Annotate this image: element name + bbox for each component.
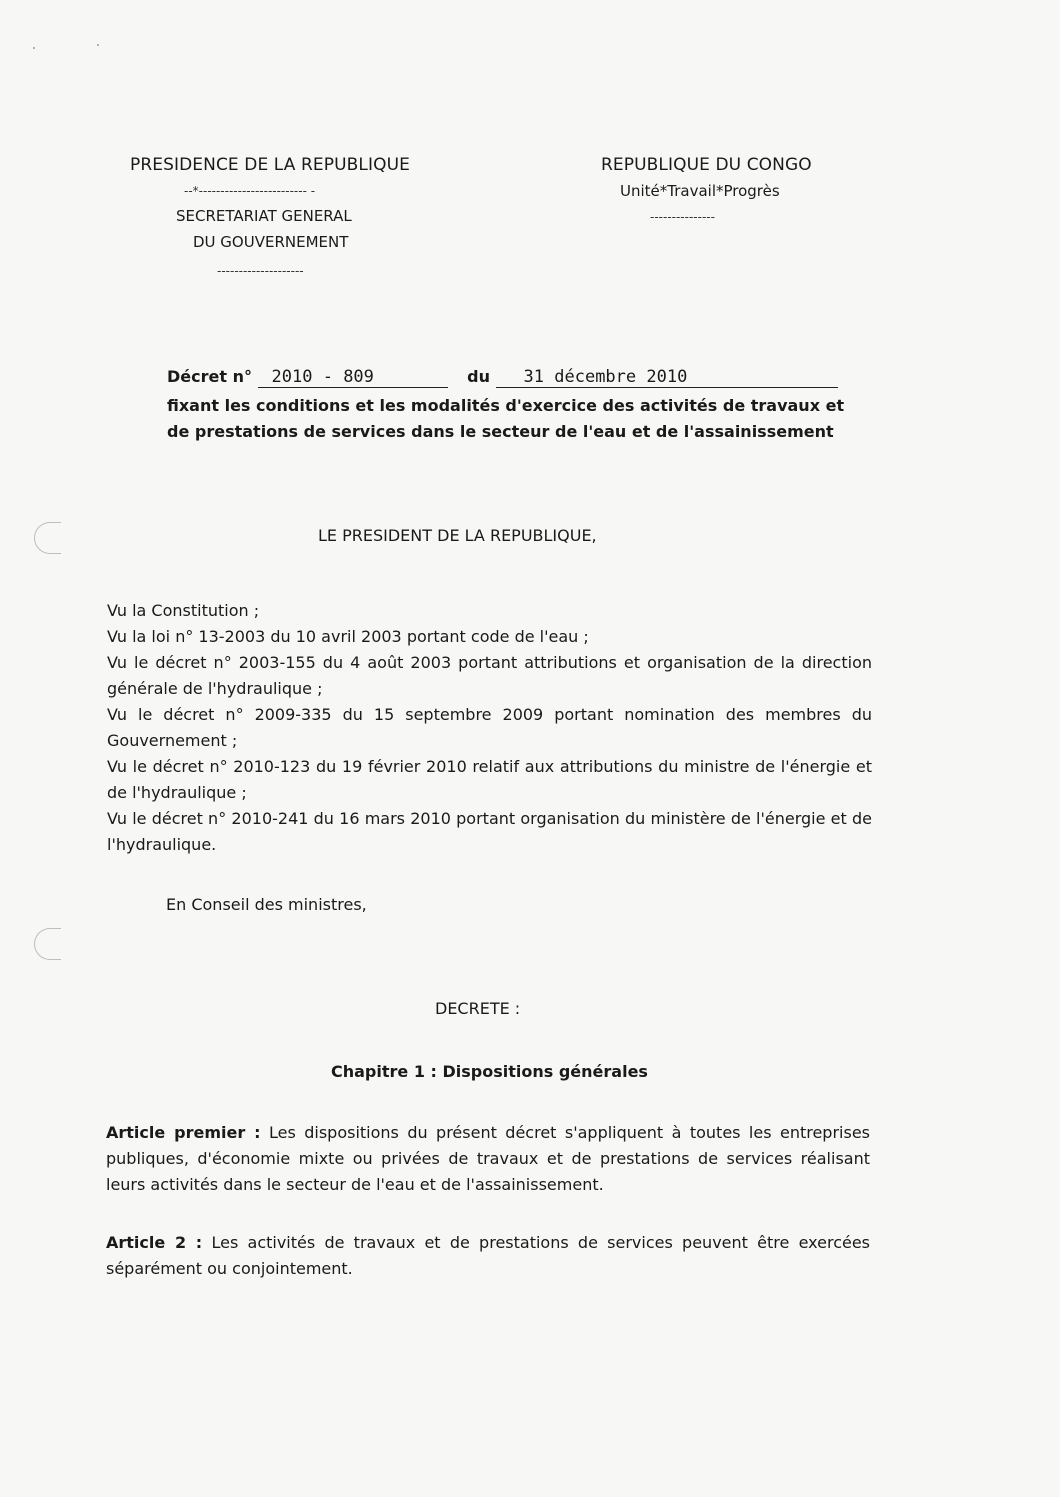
punch-hole [34,522,61,554]
decree-du: du [467,367,490,386]
visa-item: Vu le décret n° 2010-123 du 19 février 2010 relatif aux attributions du ministre de l'énergie et de l'hydraulique ; [107,757,872,802]
decree-prefix: Décret n° [167,367,252,386]
chapter-heading: Chapitre 1 : Dispositions générales [331,1062,648,1081]
decree-number: 2010 - 809 [258,367,448,388]
header-left-divider: --*------------------------- - [184,184,316,198]
visas-block [107,598,872,858]
header-left-title: PRESIDENCE DE LA REPUBLIQUE [130,155,410,175]
council-line: En Conseil des ministres, [166,895,367,914]
visa-item: Vu la Constitution ; [107,601,260,620]
header-left-subtitle-2: DU GOUVERNEMENT [193,233,349,251]
decree-date: 31 décembre 2010 [496,367,838,388]
header-left-subtitle-1: SECRETARIAT GENERAL [176,207,352,225]
article-2 [106,1230,870,1282]
header-left-divider-2: -------------------- [217,264,304,278]
article-1-label: Article premier : [106,1123,261,1142]
article-2-text: Les activités de travaux et de prestations de services peuvent être exercées séparément ou conjointement. [106,1233,871,1278]
header-right-title: REPUBLIQUE DU CONGO [601,155,812,175]
header-right-motto: Unité*Travail*Progrès [620,182,780,200]
visa-item: Vu le décret n° 2010-241 du 16 mars 2010 portant organisation du ministère de l'énergie et de l'hydraulique. [107,809,872,854]
scan-speck [97,44,99,46]
article-1 [106,1120,870,1198]
scan-speck [33,47,35,49]
article-1-text: Les dispositions du présent décret s'appliquent à toutes les entreprises publiques, d'économie mixte ou privées de travaux et de prestations de services réalisant leurs activités dans le secteur de l'eau et de l'assainissement. [106,1123,871,1194]
decree-title-line [167,367,838,388]
visa-item: Vu la loi n° 13-2003 du 10 avril 2003 portant code de l'eau ; [107,627,589,646]
header-right-divider: --------------- [650,210,715,224]
visa-item: Vu le décret n° 2003-155 du 4 août 2003 portant attributions et organisation de la direction générale de l'hydraulique ; [107,653,872,698]
visa-item: Vu le décret n° 2009-335 du 15 septembre 2009 portant nomination des membres du Gouvernement ; [107,705,872,750]
decree-subject-line-1: fixant les conditions et les modalités d'exercice des activités de travaux et [167,396,845,415]
article-2-label: Article 2 : [106,1233,203,1252]
decrete-heading: DECRETE : [435,999,521,1018]
decree-subject-line-2: de prestations de services dans le secteur de l'eau et de l'assainissement [167,422,834,441]
president-heading: LE PRESIDENT DE LA REPUBLIQUE, [318,526,597,545]
punch-hole [34,928,61,960]
